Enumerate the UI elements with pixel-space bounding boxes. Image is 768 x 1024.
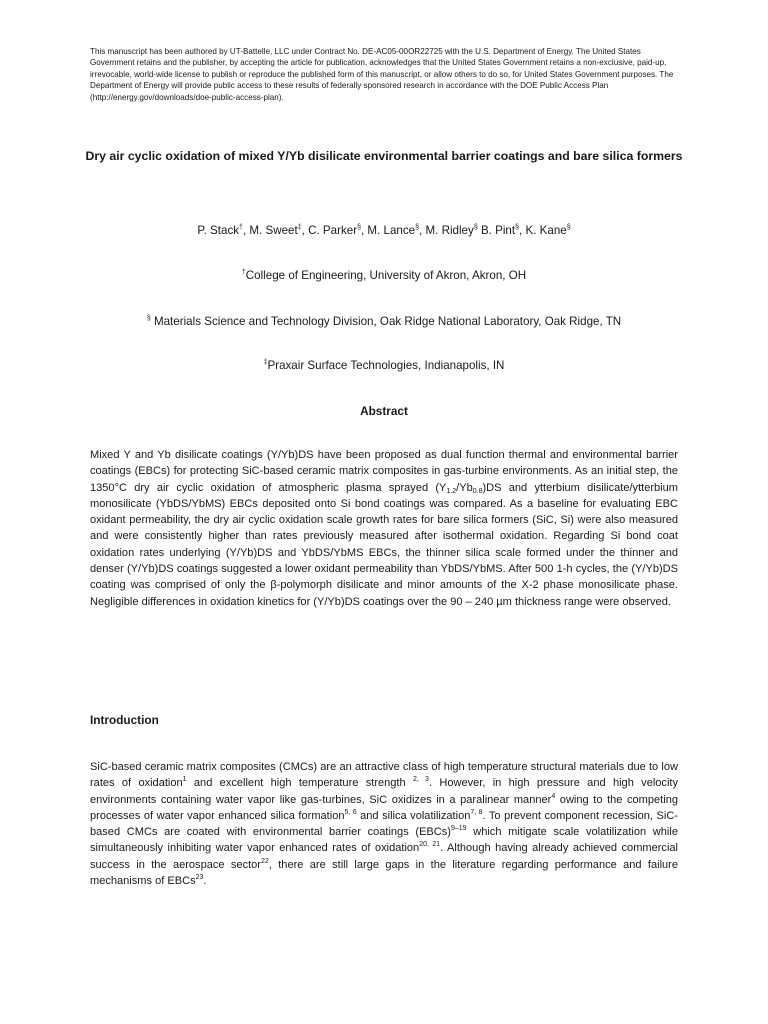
- author-affiliation-mark: §: [473, 224, 478, 231]
- text-run: Mixed Y and Yb disilicate coatings (Y/Yb)DS have been proposed as dual function thermal and environmental barrier coatings (EBCs) for protecting SiC-based ceramic matrix composites in gas-turbine environments. As an initial step, the 1350°C dry air cyclic oxidation of atmospheric plasma sprayed (Y: [90, 449, 678, 494]
- author-affiliation-mark: §: [566, 224, 571, 231]
- text-run: . To prevent component recession, SiC-based CMCs are coated with environmental barrier coatings (EBCs): [90, 809, 678, 839]
- text-run: SiC-based ceramic matrix composites (CMCs) are an attractive class of high temperature structural materials due to low rates of oxidation: [90, 761, 678, 790]
- text-run: owing to the competing processes of water vapor enhanced silica formation: [90, 793, 678, 822]
- paper-title: Dry air cyclic oxidation of mixed Y/Yb disilicate environmental barrier coatings and bare silica formers: [85, 149, 683, 163]
- affiliation-mark: §: [146, 315, 151, 322]
- author-affiliation-mark: ‡: [297, 224, 302, 231]
- author-affiliation-mark: †: [239, 224, 243, 231]
- abstract-body: [90, 447, 678, 610]
- reference-superscript: 9–19: [450, 825, 467, 833]
- text-run: , there are still large gaps in the literature regarding performance and failure mechanisms of EBCs: [90, 858, 678, 888]
- text-run: )DS and ytterbium disilicate/ytterbium monosilicate (YbDS/YbMS) EBCs deposited onto Si bond coatings was compared. As a baseline for evaluating EBC oxidant permeability, the dry air cyclic oxidation scale growth rates for bare silica formers (SiC, Si) were also measured and were consistently higher than rates previously measured after isothermal oxidation. Regarding Si bond coat oxidation rates underlying (Y/Yb)DS and YbDS/YbMS EBCs, the thinner silica scale formed under the thinner and denser (Y/Yb)DS coatings suggested a lower oxidant permeability than YbDS/YbMS. After 500 1-h cycles, the (Y/Yb)DS coating was comprised of only the β-polymorph disilicate and minor amounts of the X-2 phase monosilicate phase. Negligible differences in oxidation kinetics for (Y/Yb)DS coatings over the 90 – 240 µm thickness range were observed.: [90, 481, 678, 608]
- text-run: and silica volatilization: [356, 809, 471, 822]
- affiliation-text: Materials Science and Technology Division, Oak Ridge National Laboratory, Oak Ridge, TN: [150, 315, 622, 328]
- text-run: .: [203, 875, 207, 888]
- reference-superscript: 5, 6: [344, 808, 357, 816]
- subscript: 1.2: [446, 487, 457, 495]
- reference-superscript: 4: [551, 792, 556, 800]
- author-name: B. Pint: [480, 224, 516, 237]
- text-run: /Yb: [456, 481, 473, 494]
- reference-superscript: 22: [261, 857, 269, 865]
- text-run: and excellent high temperature strength: [186, 777, 413, 790]
- author-affiliation-mark: §: [515, 224, 520, 231]
- author-name: M. Sweet: [249, 224, 298, 237]
- reference-superscript: 20, 21: [419, 841, 441, 849]
- introduction-heading: Introduction: [90, 713, 159, 727]
- affiliation-ornl: [60, 314, 708, 330]
- affiliation-text: College of Engineering, University of Akron, Akron, OH: [245, 269, 527, 282]
- author-name: M. Lance: [367, 224, 416, 237]
- author-name: P. Stack: [197, 224, 240, 237]
- author-affiliation-mark: §: [415, 224, 420, 231]
- author-affiliation-mark: §: [357, 224, 361, 231]
- text-run: . However, in high pressure and high velocity environments containing water vapor like gas-turbines, SiC oxidizes in a paralinear manner: [90, 777, 679, 806]
- affiliation-mark: †: [241, 269, 246, 276]
- author-name: M. Ridley: [425, 224, 474, 237]
- copyright-notice: This manuscript has been authored by UT-Battelle, LLC under Contract No. DE-AC05-00OR22725 with the U.S. Department of Energy. The United States Government retains and the publisher, by accepting the article for publication, acknowledges that the United States Government retains a non-exclusive, paid-up, irrevocable, world-wide license to publish or reproduce the published form of this manuscript, or allow others to do so, for United States Government purposes. The Department of Energy will provide public access to these results of federally sponsored research in accordance with the DOE Public Access Plan (http://energy.gov/downloads/doe-public-access-plan).: [90, 47, 674, 102]
- author-name: C. Parker: [308, 224, 358, 237]
- reference-superscript: 23: [195, 874, 204, 882]
- affiliation-text: Praxair Surface Technologies, Indianapolis, IN: [267, 359, 505, 372]
- reference-superscript: 7, 8: [470, 808, 483, 816]
- text-run: . Although having already achieved commercial success in the aerospace sector: [90, 842, 678, 871]
- reference-superscript: 1: [182, 776, 187, 784]
- subscript: 0.8: [472, 487, 483, 495]
- introduction-body: [90, 759, 678, 889]
- affiliation-mark: ‡: [263, 359, 268, 366]
- text-run: which mitigate scale volatilization while simultaneously inhibiting water vapor enhanced rates of oxidation: [90, 826, 678, 855]
- author-name: K. Kane: [525, 224, 567, 237]
- affiliation-akron: [60, 268, 708, 284]
- reference-superscript: 2, 3: [412, 776, 429, 784]
- abstract-heading: Abstract: [360, 404, 408, 418]
- affiliation-praxair: [60, 358, 708, 374]
- author-list: P. Stack†, M. Sweet‡, C. Parker§, M. Lance§, M. Ridley§ B. Pint§, K. Kane§: [197, 224, 571, 237]
